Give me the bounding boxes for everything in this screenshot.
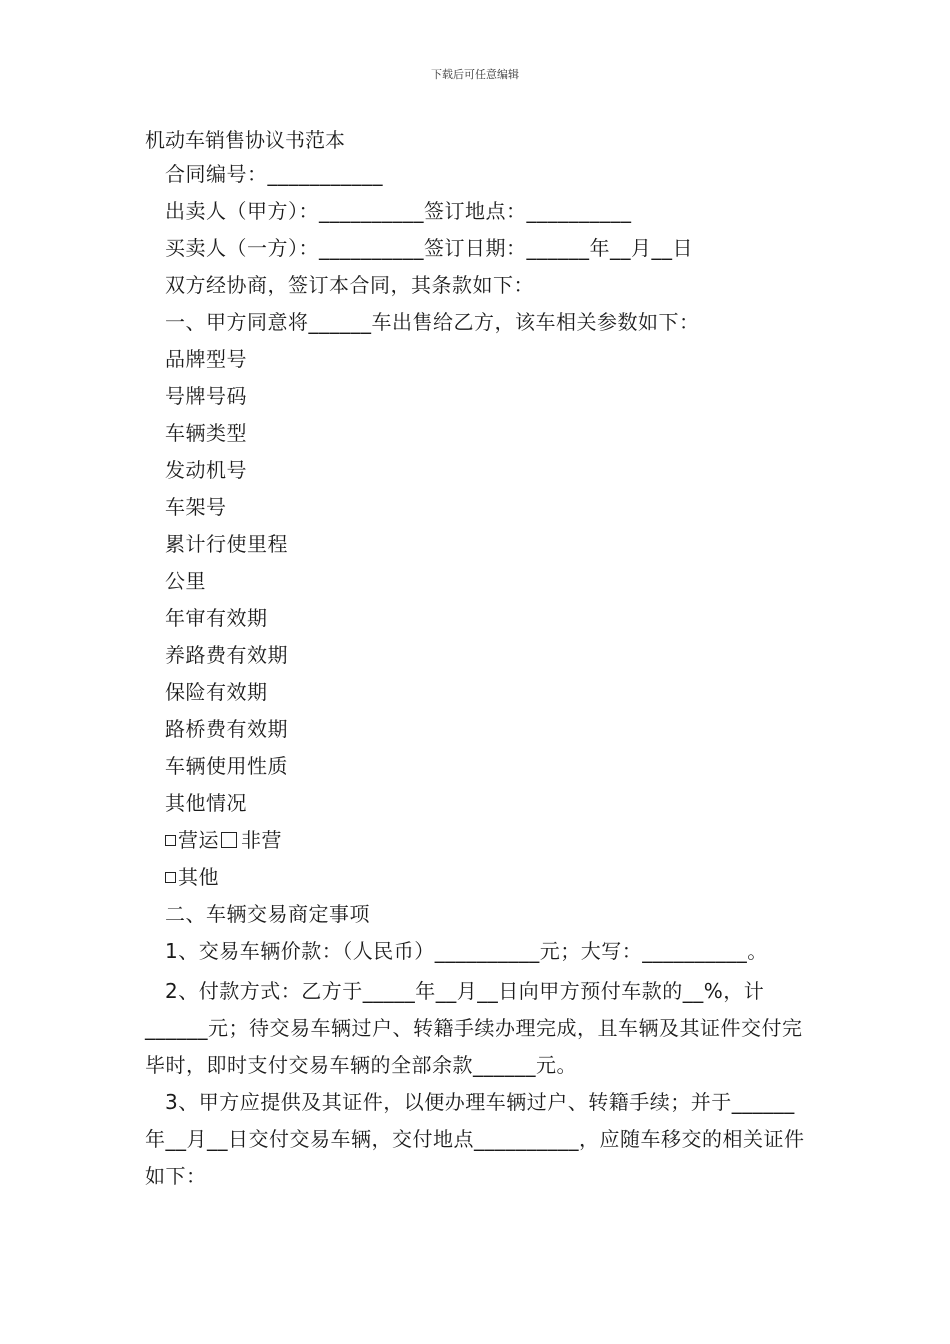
- clause-two: 二、车辆交易商定事项: [165, 902, 370, 926]
- clause-one: 一、甲方同意将______车出售给乙方，该车相关参数如下：: [165, 310, 700, 334]
- param-plate-number: 号牌号码: [165, 384, 247, 408]
- seller-line: 出卖人（甲方）：__________签订地点：__________: [165, 199, 632, 223]
- item-two-payment: [145, 973, 810, 1084]
- param-road-fee: 养路费有效期: [165, 643, 288, 667]
- param-vehicle-type: 车辆类型: [165, 421, 247, 445]
- document-title: 机动车销售协议书范本: [145, 128, 345, 152]
- item-two-text: 2、付款方式：乙方于_____年__月__日向甲方预付车款的__%，计______元；待交易车辆过户、转籍手续办理完成，且车辆及其证件交付完毕时，即时支付交易车辆的全部余款______元。: [145, 979, 803, 1077]
- param-mileage: 累计行使里程: [165, 532, 288, 556]
- param-other-conditions: 其他情况: [165, 791, 247, 815]
- checkbox-icon[interactable]: [165, 835, 176, 846]
- param-toll-fee: 路桥费有效期: [165, 717, 288, 741]
- other-option: [165, 861, 219, 890]
- intro-line: 双方经协商，签订本合同，其条款如下：: [165, 273, 534, 297]
- param-km: 公里: [165, 569, 206, 593]
- option-other: 其他: [178, 865, 219, 889]
- item-one-price: 1、交易车辆价款：（人民币）__________元；大写：__________。: [165, 939, 768, 963]
- option-non-commercial: 非营: [241, 828, 282, 852]
- option-commercial: 营运: [178, 828, 219, 852]
- page-header-note: 下载后可任意编辑: [431, 68, 519, 81]
- item-three-text: 3、甲方应提供及其证件，以便办理车辆过户、转籍手续；并于______年__月__日交付交易车辆，交付地点__________，应随车移交的相关证件如下：: [145, 1090, 805, 1188]
- contract-number-line: 合同编号：___________: [165, 162, 383, 186]
- checkbox-icon[interactable]: [221, 832, 237, 848]
- param-brand-model: 品牌型号: [165, 347, 247, 371]
- usage-options: [165, 824, 282, 853]
- item-three-delivery: [145, 1084, 810, 1195]
- buyer-line: 买卖人（一方）：__________签订日期：______年__月__日: [165, 236, 693, 260]
- param-insurance: 保险有效期: [165, 680, 268, 704]
- param-frame-number: 车架号: [165, 495, 227, 519]
- param-annual-inspection: 年审有效期: [165, 606, 268, 630]
- param-usage-nature: 车辆使用性质: [165, 754, 288, 778]
- checkbox-icon[interactable]: [165, 872, 176, 883]
- param-engine-number: 发动机号: [165, 458, 247, 482]
